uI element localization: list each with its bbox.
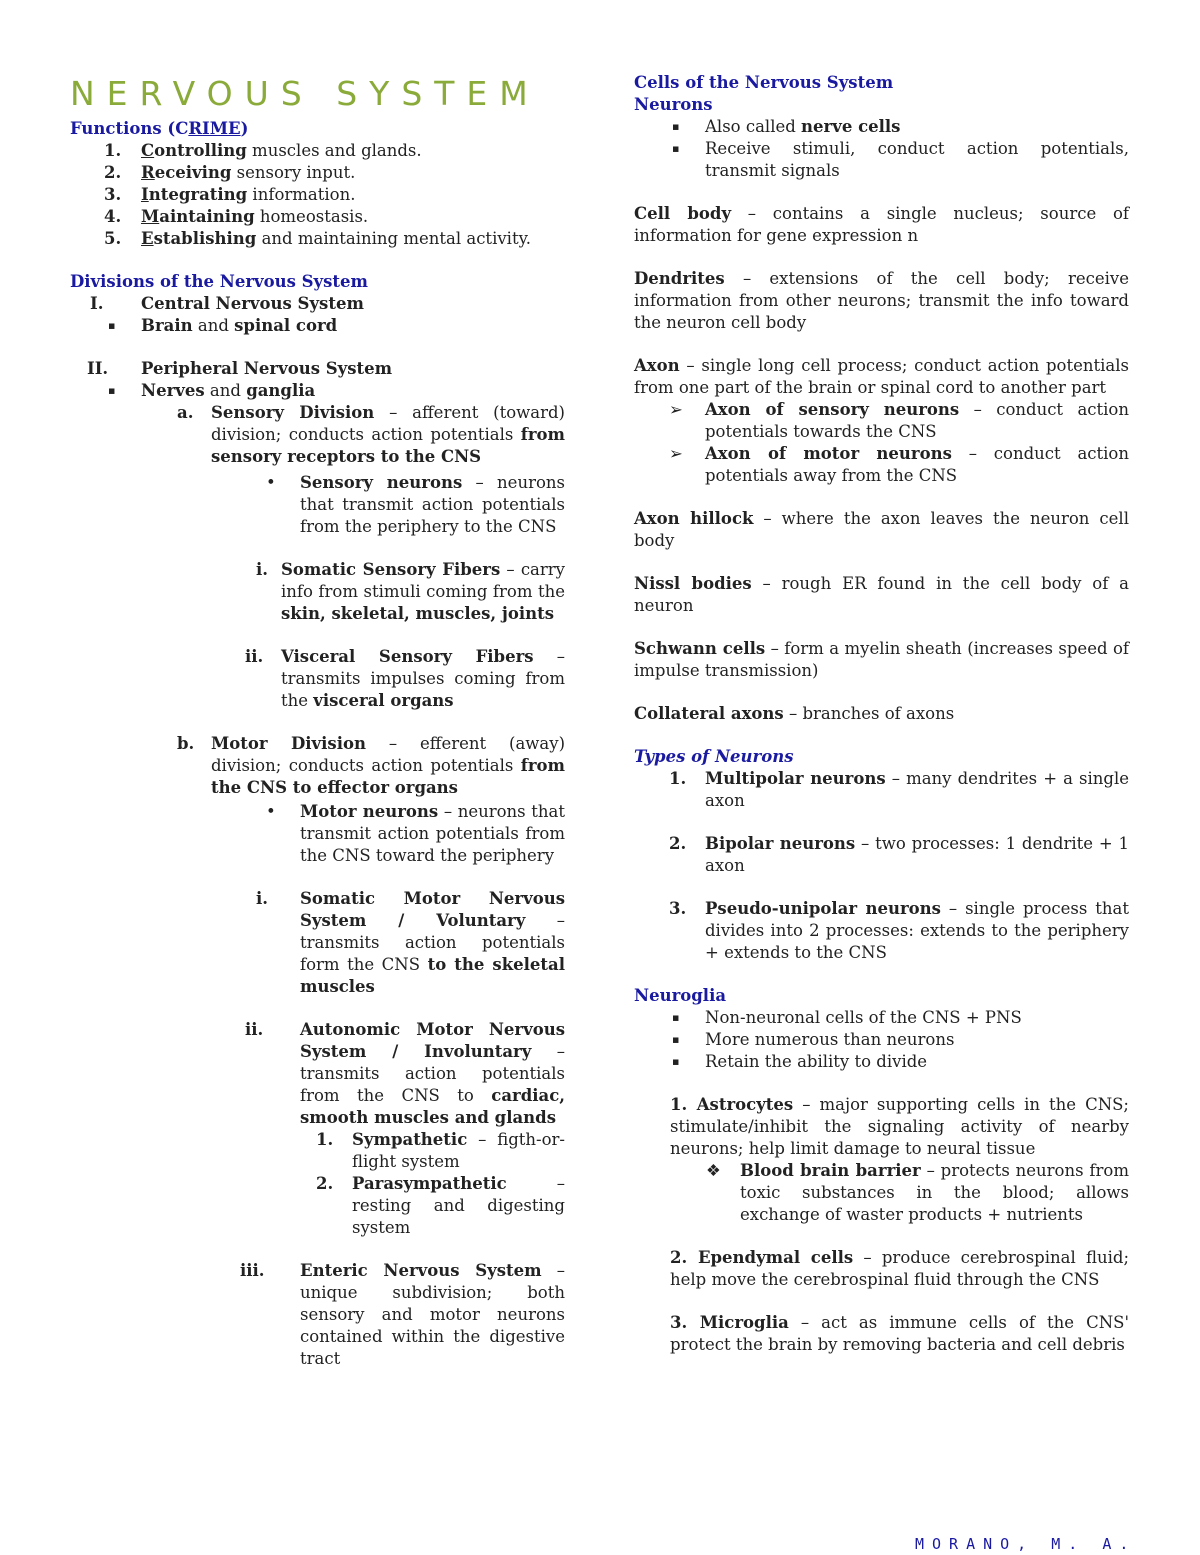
axon-desc: – single long cell process; conduct action potentials from one part of the brain or spinal cord to another part [634,356,1129,397]
ependymal-def [670,1247,1129,1291]
hillock-term: Axon hillock [634,509,754,528]
bbb-def [706,1160,1129,1226]
autonomic-motor-bold: cardiac, smooth muscles and glands [300,1086,565,1127]
dendrites-def [634,268,1129,334]
enteric-label: Enteric Nervous System [300,1261,542,1280]
functions-list [70,140,565,250]
cns-item [70,293,565,315]
divisions-heading: Divisions of the Nervous System [70,272,368,291]
autonomic-motor [245,1019,565,1129]
function-num: 1. [104,141,122,160]
hillock-desc: – where the axon leaves the neuron cell body [634,509,1129,550]
neuron-type-term: Pseudo-unipolar neurons [705,899,941,918]
function-item [70,228,565,250]
functions-heading-post: ) [240,119,249,138]
visceral-sensory-label: Visceral Sensory Fibers [281,647,534,666]
neuroglia-bullet [672,1007,1129,1029]
axon-term: Axon [634,356,680,375]
nissl-def [634,573,1129,617]
function-num: 5. [104,229,122,248]
footer-author: MORANO, M. A. [915,1535,1137,1553]
pns-item [70,358,565,380]
schwann-def [634,638,1129,682]
pns-num: II. [87,359,109,378]
left-column [70,72,565,1370]
bbb-desc: – protects neurons from toxic substances in the blood; allows exchange of waster products + nutrients [740,1161,1129,1224]
neuron-type-num: 1. [669,769,687,788]
square-bullet-icon: ▪ [672,1033,680,1046]
square-bullet-icon: ▪ [672,120,680,133]
parasympathetic-num: 2. [316,1174,334,1193]
visceral-sensory-bold: visceral organs [313,691,454,710]
dendrites-desc: – extensions of the cell body; receive information from other neurons; transmit the info toward the neuron cell body [634,269,1129,332]
bbb-term: Blood brain barrier [740,1161,921,1180]
nissl-term: Nissl bodies [634,574,752,593]
neuroglia-bullet-text: More numerous than neurons [705,1030,955,1049]
pns-bullet-ganglia: ganglia [246,381,316,400]
collateral-term: Collateral axons [634,704,784,723]
neuroglia-bullet-text: Non-neuronal cells of the CNS + PNS [705,1008,1022,1027]
neuroglia-bullet [672,1051,1129,1073]
autonomic-motor-num: ii. [245,1020,264,1039]
visceral-sensory [245,646,565,712]
function-rest: sensory input. [231,163,356,182]
bullet1-bold: nerve cells [801,117,901,136]
neuron-type-item [669,833,1129,877]
cns-bullet [70,315,565,337]
neuron-type-item [669,768,1129,812]
somatic-motor-desc: – transmits action potentials form the CNS [300,911,565,974]
somatic-motor [256,888,565,998]
sensory-label: Sensory Division [211,403,375,422]
sensory-desc: – afferent (toward) division; conducts action potentials [211,403,565,444]
function-item [70,206,565,228]
motor-desc-bold: from the CNS to effector organs [211,756,565,797]
square-bullet-icon: ▪ [672,142,680,155]
microglia-def [670,1312,1129,1356]
enteric-desc: – unique subdivision; both sensory and motor neurons contained within the digestive tract [300,1261,566,1368]
square-bullet-icon: ▪ [108,384,116,397]
sensory-neurons-label: Sensory neurons [300,473,463,492]
visceral-sensory-desc: – transmits impulses coming from the [281,647,565,710]
neuron-type-term: Bipolar neurons [705,834,856,853]
sympathetic-desc: – figth-or-flight system [352,1130,565,1171]
sensory-neurons-desc: – neurons that transmit action potentials from the periphery to the CNS [300,473,565,536]
neuroglia-bullet [672,1029,1129,1051]
somatic-sensory-num: i. [256,560,269,579]
dot-bullet-icon: • [266,473,276,492]
sensory-neurons [266,472,565,538]
cns-num: I. [90,294,104,313]
sensory-num: a. [177,403,194,422]
collateral-def [634,703,1129,725]
neuron-type-num: 3. [669,899,687,918]
somatic-motor-label: Somatic Motor Nervous System / Voluntary [300,889,565,930]
sympathetic [316,1129,565,1173]
function-rest: and maintaining mental activity. [256,229,531,248]
astrocytes-desc: – major supporting cells in the CNS; stimulate/inhibit the signaling activity of nearby neurons; help limit damage to neural tissue [670,1095,1129,1158]
square-bullet-icon: ▪ [672,1011,680,1024]
somatic-sensory-desc: – carry info from stimuli coming from the [281,560,565,601]
diamond-bullet-icon: ❖ [706,1161,721,1180]
arrow-bullet-icon: ➢ [669,400,683,419]
function-rest: information. [247,185,356,204]
axon-def [634,355,1129,399]
neurons-bullet-1 [672,116,1129,138]
square-bullet-icon: ▪ [108,319,116,332]
function-rest: homeostasis. [254,207,369,226]
neuron-type-item [669,898,1129,964]
cell-body-def [634,203,1129,247]
schwann-term: Schwann cells [634,639,766,658]
neuron-type-desc: – two processes: 1 dendrite + 1 axon [705,834,1129,875]
cns-bullet-and: and [192,316,235,335]
motor-num: b. [177,734,195,753]
neuron-type-term: Multipolar neurons [705,769,886,788]
axon-motor-desc: – conduct action potentials away from the CNS [705,444,1129,485]
somatic-sensory-label: Somatic Sensory Fibers [281,560,501,579]
motor-neurons-desc: – neurons that transmit action potentials from the CNS toward the periphery [300,802,565,865]
neuroglia-bullet-text: Retain the ability to divide [705,1052,928,1071]
axon-sensory [669,399,1129,443]
arrow-bullet-icon: ➢ [669,444,683,463]
neurons-bullet-2 [672,138,1129,182]
parasympathetic-desc: – resting and digesting system [352,1174,565,1237]
hillock-def [634,508,1129,552]
neuron-type-num: 2. [669,834,687,853]
somatic-sensory [256,559,565,625]
cns-bullet-brain: Brain [141,316,193,335]
parasympathetic [316,1173,565,1239]
sensory-division [177,402,565,468]
bullet2-text: Receive stimuli, conduct action potentials, transmit signals [705,139,1129,180]
collateral-desc: – branches of axons [783,704,955,723]
neuron-type-desc: – many dendrites + a single axon [705,769,1129,810]
square-bullet-icon: ▪ [672,1055,680,1068]
types-heading: Types of Neurons [634,747,794,766]
functions-heading [70,118,565,140]
right-column [634,72,1129,1356]
motor-neurons [266,801,565,867]
axon-sensory-desc: – conduct action potentials towards the CNS [705,400,1129,441]
autonomic-motor-desc: – transmits action potentials from the CNS to [300,1042,565,1105]
bullet1-text: Also called [705,117,802,136]
axon-motor-term: Axon of motor neurons [705,444,952,463]
function-num: 3. [104,185,122,204]
types-list [634,768,1129,964]
function-rest: muscles and glands. [246,141,422,160]
microglia-desc: – act as immune cells of the CNS' protect the brain by removing bacteria and cell debris [670,1313,1129,1354]
function-item [70,184,565,206]
sympathetic-label: Sympathetic [352,1130,468,1149]
functions-heading-pre: Functions (C [70,119,189,138]
visceral-sensory-num: ii. [245,647,264,666]
functions-heading-crime: RIME [188,119,241,138]
motor-neurons-label: Motor neurons [300,802,439,821]
neuroglia-bullets [634,1007,1129,1073]
sensory-desc-bold: from sensory receptors to the CNS [211,425,565,466]
enteric [240,1260,566,1370]
axon-sensory-term: Axon of sensory neurons [705,400,960,419]
dendrites-term: Dendrites [634,269,725,288]
astrocytes-def [670,1094,1129,1160]
cell-body-desc: – contains a single nucleus; source of information for gene expression n [634,204,1129,245]
motor-label: Motor Division [211,734,366,753]
function-letter: Establishing [141,229,257,248]
function-item [70,162,565,184]
cns-bullet-cord: spinal cord [234,316,338,335]
cns-label: Central Nervous System [141,294,364,313]
function-letter: Integrating [141,185,248,204]
function-letter: Controlling [141,141,247,160]
somatic-motor-num: i. [256,889,269,908]
dot-bullet-icon: • [266,802,276,821]
motor-desc: – efferent (away) division; conducts action potentials [211,734,566,775]
cells-heading: Cells of the Nervous System [634,73,894,92]
enteric-num: iii. [240,1261,265,1280]
function-letter: Maintaining [141,207,255,226]
astrocytes-term: 1. Astrocytes [670,1095,794,1114]
ependymal-desc: – produce cerebrospinal fluid; help move the cerebrospinal fluid through the CNS [670,1248,1130,1289]
function-num: 2. [104,163,122,182]
pns-bullet-nerves: Nerves [141,381,205,400]
parasympathetic-label: Parasympathetic [352,1174,507,1193]
pns-bullet [70,380,565,402]
sympathetic-num: 1. [316,1130,334,1149]
function-item [70,140,565,162]
neurons-heading: Neurons [634,95,713,114]
nissl-desc: – rough ER found in the cell body of a neuron [634,574,1129,615]
neuroglia-heading: Neuroglia [634,986,727,1005]
function-num: 4. [104,207,122,226]
pns-label: Peripheral Nervous System [141,359,393,378]
page-title: NERVOUS SYSTEM [70,74,540,113]
somatic-sensory-bold: skin, skeletal, muscles, joints [281,604,555,623]
neuron-type-desc: – single process that divides into 2 processes: extends to the periphery + extends to the CNS [705,899,1129,962]
function-letter: Receiving [141,163,232,182]
motor-division [177,733,566,799]
schwann-desc: – form a myelin sheath (increases speed of impulse transmission) [634,639,1129,680]
axon-motor [669,443,1129,487]
cell-body-term: Cell body [634,204,732,223]
autonomic-motor-label: Autonomic Motor Nervous System / Involuntary [300,1020,565,1061]
pns-bullet-and: and [204,381,247,400]
somatic-motor-bold: to the skeletal muscles [300,955,565,996]
microglia-term: 3. Microglia [670,1313,789,1332]
ependymal-term: 2. Ependymal cells [670,1248,854,1267]
